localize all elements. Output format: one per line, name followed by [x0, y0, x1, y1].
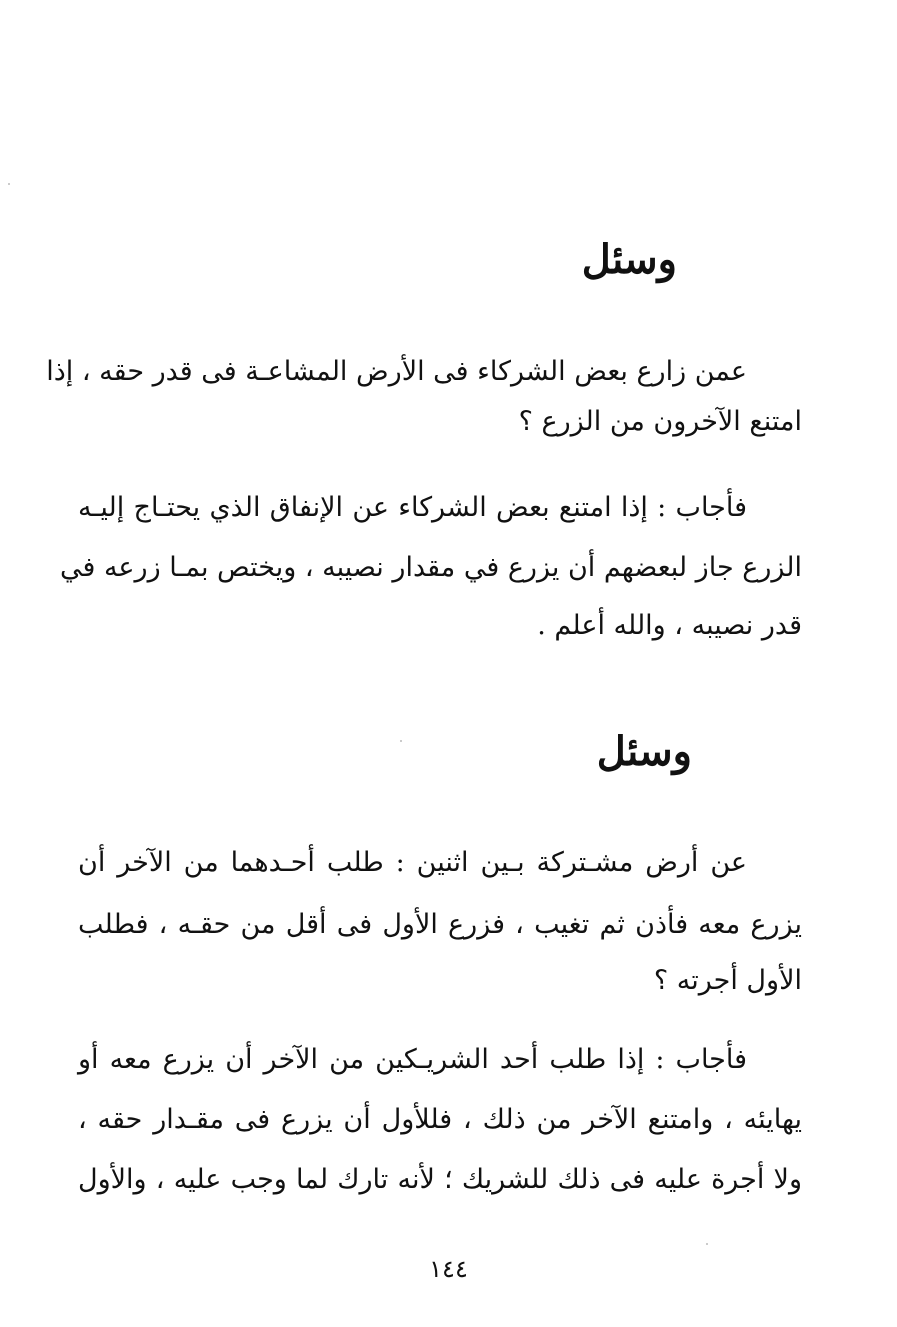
- section-2-answer-line-2: يهايئه ، وامتنع الآخر من ذلك ، فللأول أن يزرع فى مقـدار حقه ،: [78, 1104, 802, 1135]
- page-number: ١٤٤: [429, 1255, 468, 1283]
- section-1-question-line-2: امتنع الآخرون من الزرع ؟: [518, 406, 802, 437]
- section-1-answer-line-1: فأجاب : إذا امتنع بعض الشركاء عن الإنفاق الذي يحتـاج إليـه: [78, 492, 747, 523]
- scan-speck: [400, 740, 402, 742]
- section-2-heading: وسئل: [596, 728, 692, 775]
- section-2-question-line-2: يزرع معه فأذن ثم تغيب ، فزرع الأول فى أقل من حقـه ، فطلب: [78, 909, 802, 940]
- scan-speck: [8, 183, 10, 185]
- section-1-question-line-1: عمن زارع بعض الشركاء فى الأرض المشاعـة فى قدر حقه ، إذا: [46, 356, 747, 387]
- scan-speck: [706, 1243, 708, 1245]
- section-2-question-line-1: عن أرض مشـتركة بـين اثنين : طلب أحـدهما من الآخر أن: [78, 847, 747, 878]
- section-2-answer-line-3: ولا أجرة عليه فى ذلك للشريك ؛ لأنه تارك لما وجب عليه ، والأول: [78, 1164, 802, 1195]
- section-1-heading: وسئل: [581, 236, 677, 283]
- section-2-answer-line-1: فأجاب : إذا طلب أحد الشريـكين من الآخر أن يزرع معه أو: [78, 1044, 747, 1075]
- section-1-answer-line-2: الزرع جاز لبعضهم أن يزرع في مقدار نصيبه ، ويختص بمـا زرعه في: [59, 552, 802, 583]
- section-2-question-line-3: الأول أجرته ؟: [653, 965, 802, 996]
- section-1-answer-line-3: قدر نصيبه ، والله أعلم .: [537, 610, 802, 641]
